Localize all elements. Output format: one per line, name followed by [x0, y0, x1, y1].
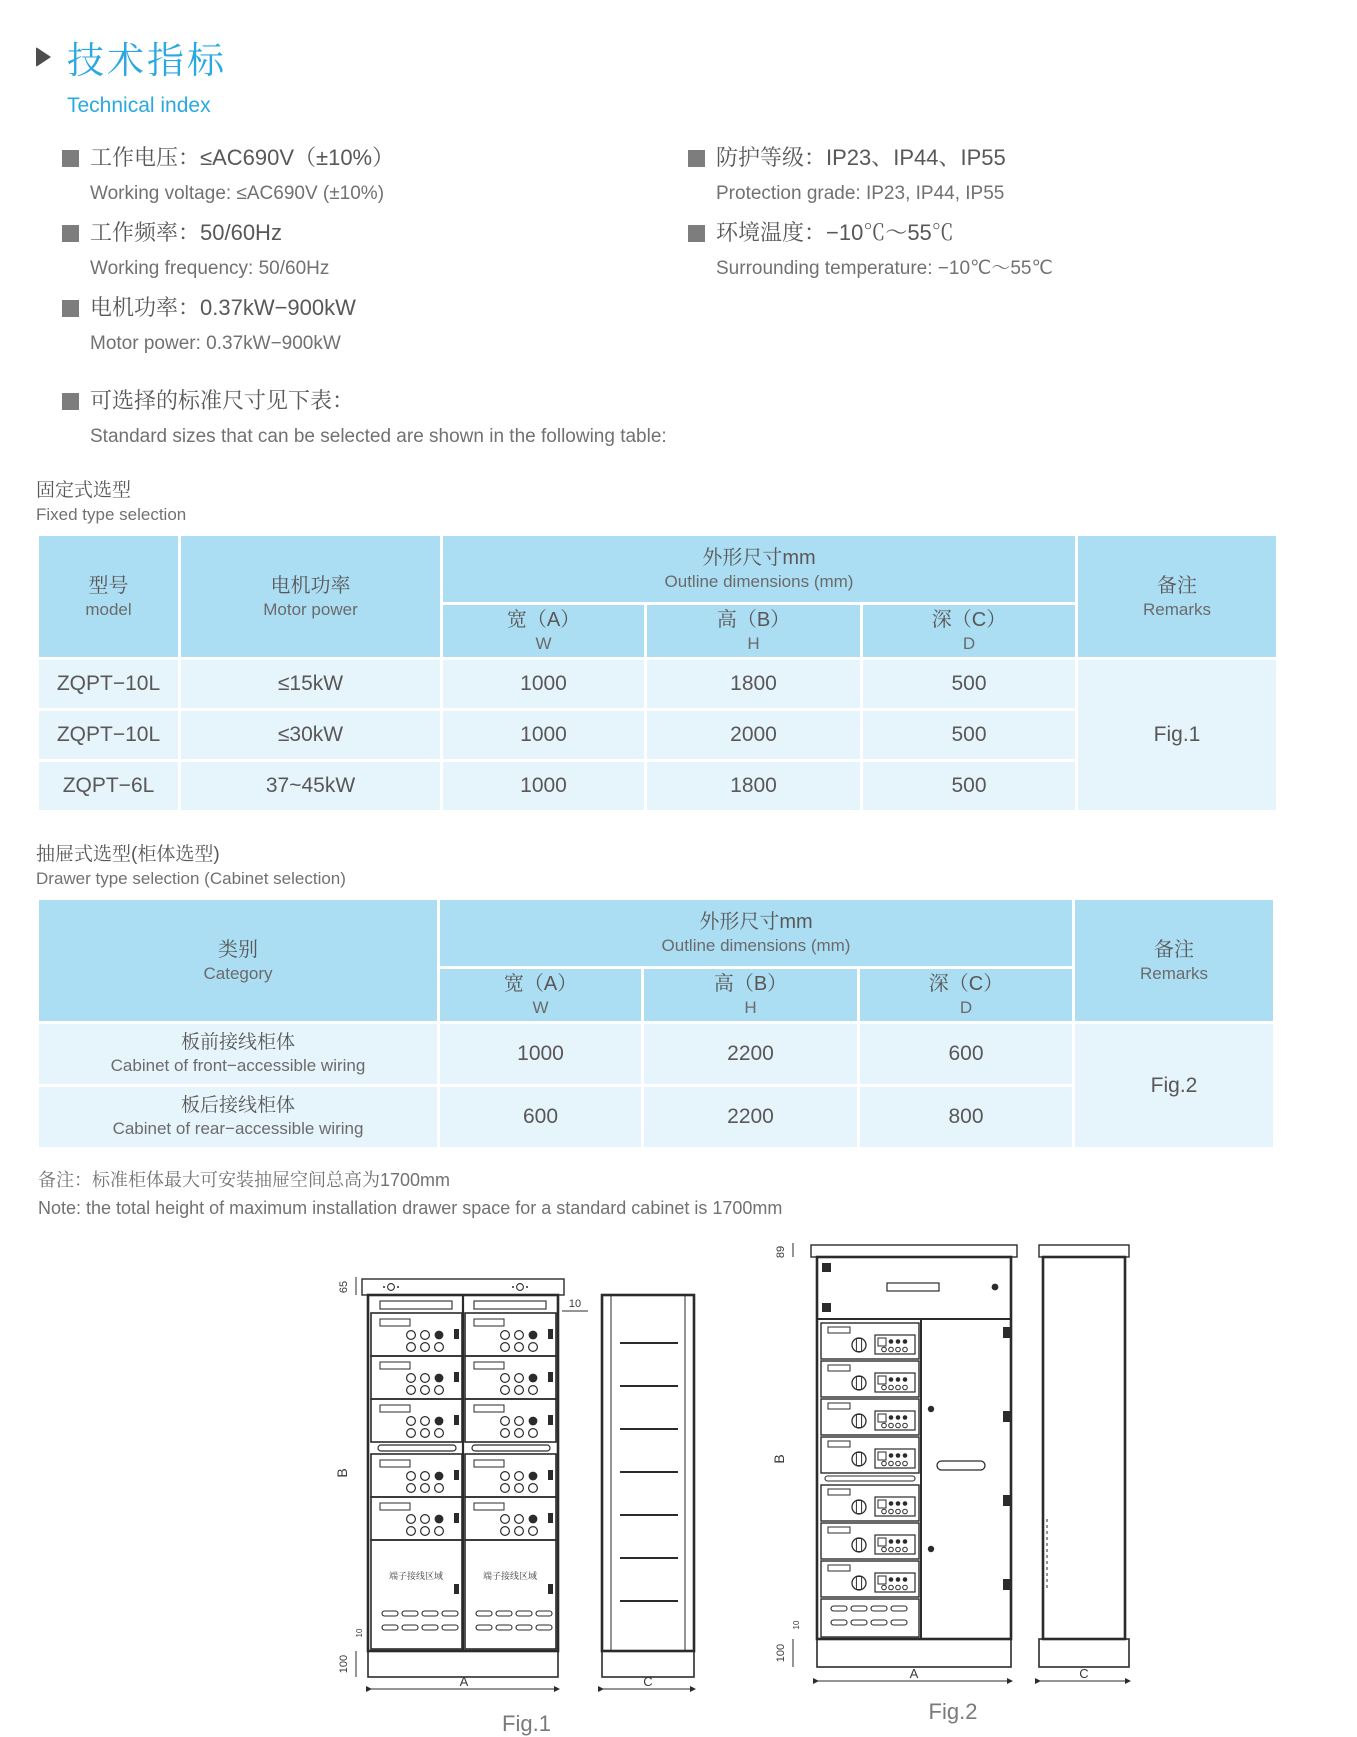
- cell-model: ZQPT−10L: [39, 711, 178, 759]
- fig2-dim-bottom: 100: [775, 1643, 787, 1663]
- table-intro: [36, 387, 1317, 449]
- fig1-dim-top: 65: [338, 1280, 350, 1294]
- fig1-terminal-label: 端子接线区域: [482, 1571, 538, 1581]
- fig2-cabinet-drawing: [767, 1229, 1139, 1695]
- table-row: [39, 660, 1276, 708]
- cell-height: 2200: [644, 1087, 857, 1147]
- cell-model: ZQPT−6L: [39, 762, 178, 810]
- cell-motor: ≤30kW: [181, 711, 440, 759]
- spec-en: Surrounding temperature: −10℃～55℃: [716, 258, 1053, 279]
- spec-column-left: [36, 144, 681, 369]
- figure-1: [334, 1229, 719, 1737]
- bullet-square-icon: [688, 150, 705, 167]
- page-subtitle: Technical index: [67, 94, 211, 117]
- col-header-depth: 深（C） D: [860, 969, 1072, 1021]
- fig2-dim-depth: C: [1079, 1666, 1089, 1681]
- intro-zh: 可选择的标准尺寸见下表：: [90, 388, 355, 413]
- cell-width: 1000: [443, 762, 644, 810]
- col-header-depth: 深（C） D: [863, 605, 1075, 657]
- fixed-type-table: [36, 533, 1279, 813]
- cell-depth: 600: [860, 1024, 1072, 1084]
- cell-height: 1800: [647, 762, 860, 810]
- cell-motor: 37~45kW: [181, 762, 440, 810]
- fig2-dim-height: B: [771, 1454, 787, 1464]
- cell-remark: Fig.1: [1078, 660, 1276, 810]
- fig1-caption: Fig.1: [502, 1711, 551, 1736]
- fig1-cabinet-drawing: [334, 1259, 719, 1707]
- spec-zh: 防护等级：IP23、IP44、IP55: [716, 145, 1006, 170]
- col-header-remarks: 备注 Remarks: [1075, 900, 1273, 1021]
- col-header-width: 宽（A） W: [440, 969, 641, 1021]
- spec-column-right: [681, 144, 1317, 369]
- bullet-square-icon: [62, 300, 79, 317]
- cell-depth: 500: [863, 762, 1075, 810]
- spec-en: Protection grade: IP23, IP44, IP55: [716, 183, 1005, 204]
- spec-en: Working frequency: 50/60Hz: [90, 258, 330, 279]
- bullet-square-icon: [62, 393, 79, 410]
- cell-depth: 800: [860, 1087, 1072, 1147]
- spec-item: [688, 144, 1317, 206]
- drawer-table-section-label: 抽屉式选型(柜体选型) Drawer type selection (Cabinet selection): [36, 844, 346, 888]
- bullet-square-icon: [62, 150, 79, 167]
- table-row: [39, 1024, 1273, 1084]
- page-title: 技术指标: [67, 40, 227, 81]
- cell-width: 1000: [443, 660, 644, 708]
- col-header-height: 高（B） H: [644, 969, 857, 1021]
- spec-en: Motor power: 0.37kW−900kW: [90, 333, 341, 354]
- cell-height: 2200: [644, 1024, 857, 1084]
- cell-motor: ≤15kW: [181, 660, 440, 708]
- spec-item: [688, 219, 1317, 281]
- intro-en: Standard sizes that can be selected are shown in the following table:: [90, 426, 667, 447]
- col-header-width: 宽（A） W: [443, 605, 644, 657]
- spec-zh: 工作电压：≤AC690V（±10%）: [90, 145, 395, 170]
- page-header: [36, 30, 1317, 84]
- spec-en: Working voltage: ≤AC690V (±10%): [90, 183, 385, 204]
- fixed-table-section-label: 固定式选型 Fixed type selection: [36, 480, 187, 524]
- fig2-dim-inner: 10: [792, 1620, 801, 1630]
- drawer-type-table: [36, 897, 1276, 1150]
- fig1-dim-top-right: 10: [568, 1298, 582, 1310]
- spec-zh: 电机功率：0.37kW−900kW: [90, 295, 356, 320]
- fig1-dim-width: A: [459, 1674, 469, 1689]
- col-header-outline-dimensions: 外形尺寸mm Outline dimensions (mm): [443, 536, 1075, 602]
- cell-width: 1000: [443, 711, 644, 759]
- cell-width: 600: [440, 1087, 641, 1147]
- col-header-height: 高（B） H: [647, 605, 860, 657]
- spec-item: [62, 144, 681, 206]
- cell-height: 2000: [647, 711, 860, 759]
- cell-depth: 500: [863, 660, 1075, 708]
- col-header-category: 类别 Category: [39, 900, 437, 1021]
- fig1-terminal-label: 端子接线区域: [388, 1571, 444, 1581]
- cell-model: ZQPT−10L: [39, 660, 178, 708]
- spec-item: [62, 294, 681, 356]
- cell-category: 板前接线柜体 Cabinet of front−accessible wiring: [39, 1024, 437, 1084]
- bullet-square-icon: [62, 225, 79, 242]
- footnote: 备注：标准柜体最大可安装抽屉空间总高为1700mm Note: the total height of maximum installation drawer space for a standard cabinet is 1700mm: [38, 1170, 783, 1218]
- fig1-dim-height: B: [334, 1468, 350, 1478]
- spec-zh: 工作频率：50/60Hz: [90, 220, 282, 245]
- figure-2: [767, 1229, 1139, 1725]
- cell-category: 板后接线柜体 Cabinet of rear−accessible wiring: [39, 1087, 437, 1147]
- fig2-dim-top: 89: [775, 1245, 787, 1259]
- cell-remark: Fig.2: [1075, 1024, 1273, 1147]
- spec-list: [36, 144, 1317, 369]
- section-arrow-icon: [36, 47, 51, 67]
- col-header-model: 型号 model: [39, 536, 178, 657]
- fig1-dim-depth: C: [643, 1674, 653, 1689]
- fig1-dim-inner: 10: [355, 1628, 364, 1638]
- figures: [334, 1229, 1317, 1737]
- bullet-square-icon: [688, 225, 705, 242]
- col-header-outline-dimensions: 外形尺寸mm Outline dimensions (mm): [440, 900, 1072, 966]
- col-header-remarks: 备注 Remarks: [1078, 536, 1276, 657]
- cell-height: 1800: [647, 660, 860, 708]
- cell-width: 1000: [440, 1024, 641, 1084]
- fig2-caption: Fig.2: [928, 1699, 978, 1724]
- spec-item: [62, 219, 681, 281]
- col-header-motor-power: 电机功率 Motor power: [181, 536, 440, 657]
- fig1-dim-bottom: 100: [338, 1654, 350, 1674]
- spec-zh: 环境温度：−10℃～55℃: [716, 220, 954, 245]
- fig2-dim-width: A: [909, 1666, 919, 1681]
- cell-depth: 500: [863, 711, 1075, 759]
